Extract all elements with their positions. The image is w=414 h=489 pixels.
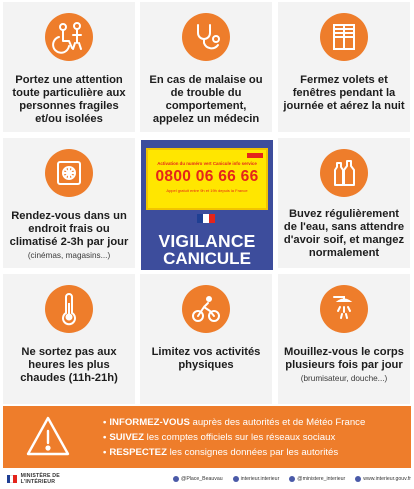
facebook-icon bbox=[233, 476, 239, 482]
advice-text bbox=[282, 346, 406, 385]
advice-text: Buvez régulièrement de l'eau, sans attendre d'avoir soif, et mangez normalement bbox=[283, 208, 405, 259]
social-label: @ministere_interieur bbox=[297, 475, 346, 482]
social-label: interieur.interieur bbox=[240, 475, 280, 482]
water-bottles-icon bbox=[320, 149, 368, 197]
vigilance-title: VIGILANCE bbox=[158, 231, 256, 251]
banner-item-strong: SUIVEZ bbox=[109, 432, 145, 443]
heatwave-hotline-card bbox=[141, 140, 273, 270]
advice-note: (brumisateur, douche...) bbox=[300, 374, 388, 383]
banner-item-strong: RESPECTEZ bbox=[109, 447, 167, 458]
advice-grid bbox=[3, 2, 411, 402]
advice-main-text: Mouillez-vous le corps plusieurs fois par jour bbox=[284, 346, 404, 371]
advice-limit-activity bbox=[140, 274, 272, 404]
twitter-icon bbox=[173, 476, 179, 482]
advice-text: Ne sortez pas aux heures les plus chaudes (11h-21h) bbox=[20, 346, 118, 384]
stethoscope-icon bbox=[182, 13, 230, 61]
hotline-number[interactable]: 0800 06 66 66 bbox=[155, 168, 259, 185]
ministry-name: MINISTÈRE DE L'INTÉRIEUR bbox=[20, 472, 60, 485]
advice-fragile-people bbox=[3, 2, 135, 132]
banner-item-inform: • INFORMEZ-VOUS auprès des autorités et de Météo France bbox=[103, 417, 366, 428]
website-link[interactable] bbox=[355, 476, 411, 482]
shower-icon bbox=[320, 285, 368, 333]
people-care-icon bbox=[45, 13, 93, 61]
advice-shutters bbox=[278, 2, 410, 132]
banner-item-rest: les comptes officiels sur les réseaux sociaux bbox=[144, 432, 336, 443]
social-label: @Place_Beauvau bbox=[181, 475, 223, 482]
hotline-panel bbox=[146, 148, 268, 210]
footer bbox=[3, 470, 411, 487]
advice-avoid-heat-hours bbox=[3, 274, 135, 404]
hotline-hours-text: Appel gratuit entre 9h et 19h depuis la France bbox=[166, 188, 248, 193]
thermometer-icon bbox=[45, 285, 93, 333]
banner-item-follow: • SUIVEZ les comptes officiels sur les réseaux sociaux bbox=[103, 432, 336, 443]
authorities-banner bbox=[3, 406, 411, 468]
banner-item-rest: les consignes données par les autorités bbox=[166, 447, 339, 458]
banner-item-strong: INFORMEZ-VOUS bbox=[109, 417, 190, 428]
advice-cool-place bbox=[3, 138, 135, 268]
air-conditioner-icon bbox=[45, 149, 93, 197]
advice-note: (cinémas, magasins...) bbox=[27, 251, 111, 260]
instagram-link[interactable] bbox=[289, 476, 345, 482]
cyclist-icon bbox=[182, 285, 230, 333]
canicule-title: CANICULE bbox=[163, 249, 251, 268]
advice-call-doctor bbox=[140, 2, 272, 132]
hotline-activation-text: Activation du numéro vert Canicule info service bbox=[157, 161, 257, 166]
advice-text: Limitez vos activités physiques bbox=[151, 346, 261, 371]
twitter-link[interactable] bbox=[173, 476, 223, 482]
facebook-link[interactable] bbox=[233, 476, 280, 482]
window-shutters-icon bbox=[320, 13, 368, 61]
advice-main-text: Rendez-vous dans un endroit frais ou climatisé 2-3h par jour bbox=[9, 210, 129, 248]
banner-item-rest: auprès des autorités et de Météo France bbox=[189, 417, 366, 428]
advice-text: Fermez volets et fenêtres pendant la journée et aérez la nuit bbox=[283, 74, 405, 112]
warning-icon bbox=[25, 414, 71, 460]
banner-item-respect: • RESPECTEZ les consignes données par les autorités bbox=[103, 447, 339, 458]
advice-drink-water bbox=[278, 138, 410, 268]
globe-icon bbox=[355, 476, 361, 482]
french-flag-icon bbox=[197, 214, 215, 223]
instagram-icon bbox=[289, 476, 295, 482]
social-links bbox=[173, 476, 411, 482]
advice-text bbox=[7, 210, 131, 262]
advice-wet-body bbox=[278, 274, 410, 404]
hotline-tag bbox=[247, 153, 263, 158]
republic-flag-icon bbox=[7, 475, 17, 483]
advice-text: Portez une attention toute particulière aux personnes fragiles et/ou isolées bbox=[12, 74, 126, 125]
social-label: www.interieur.gouv.fr bbox=[363, 475, 411, 482]
advice-text: En cas de malaise ou de trouble du comportement, appelez un médecin bbox=[149, 74, 263, 125]
